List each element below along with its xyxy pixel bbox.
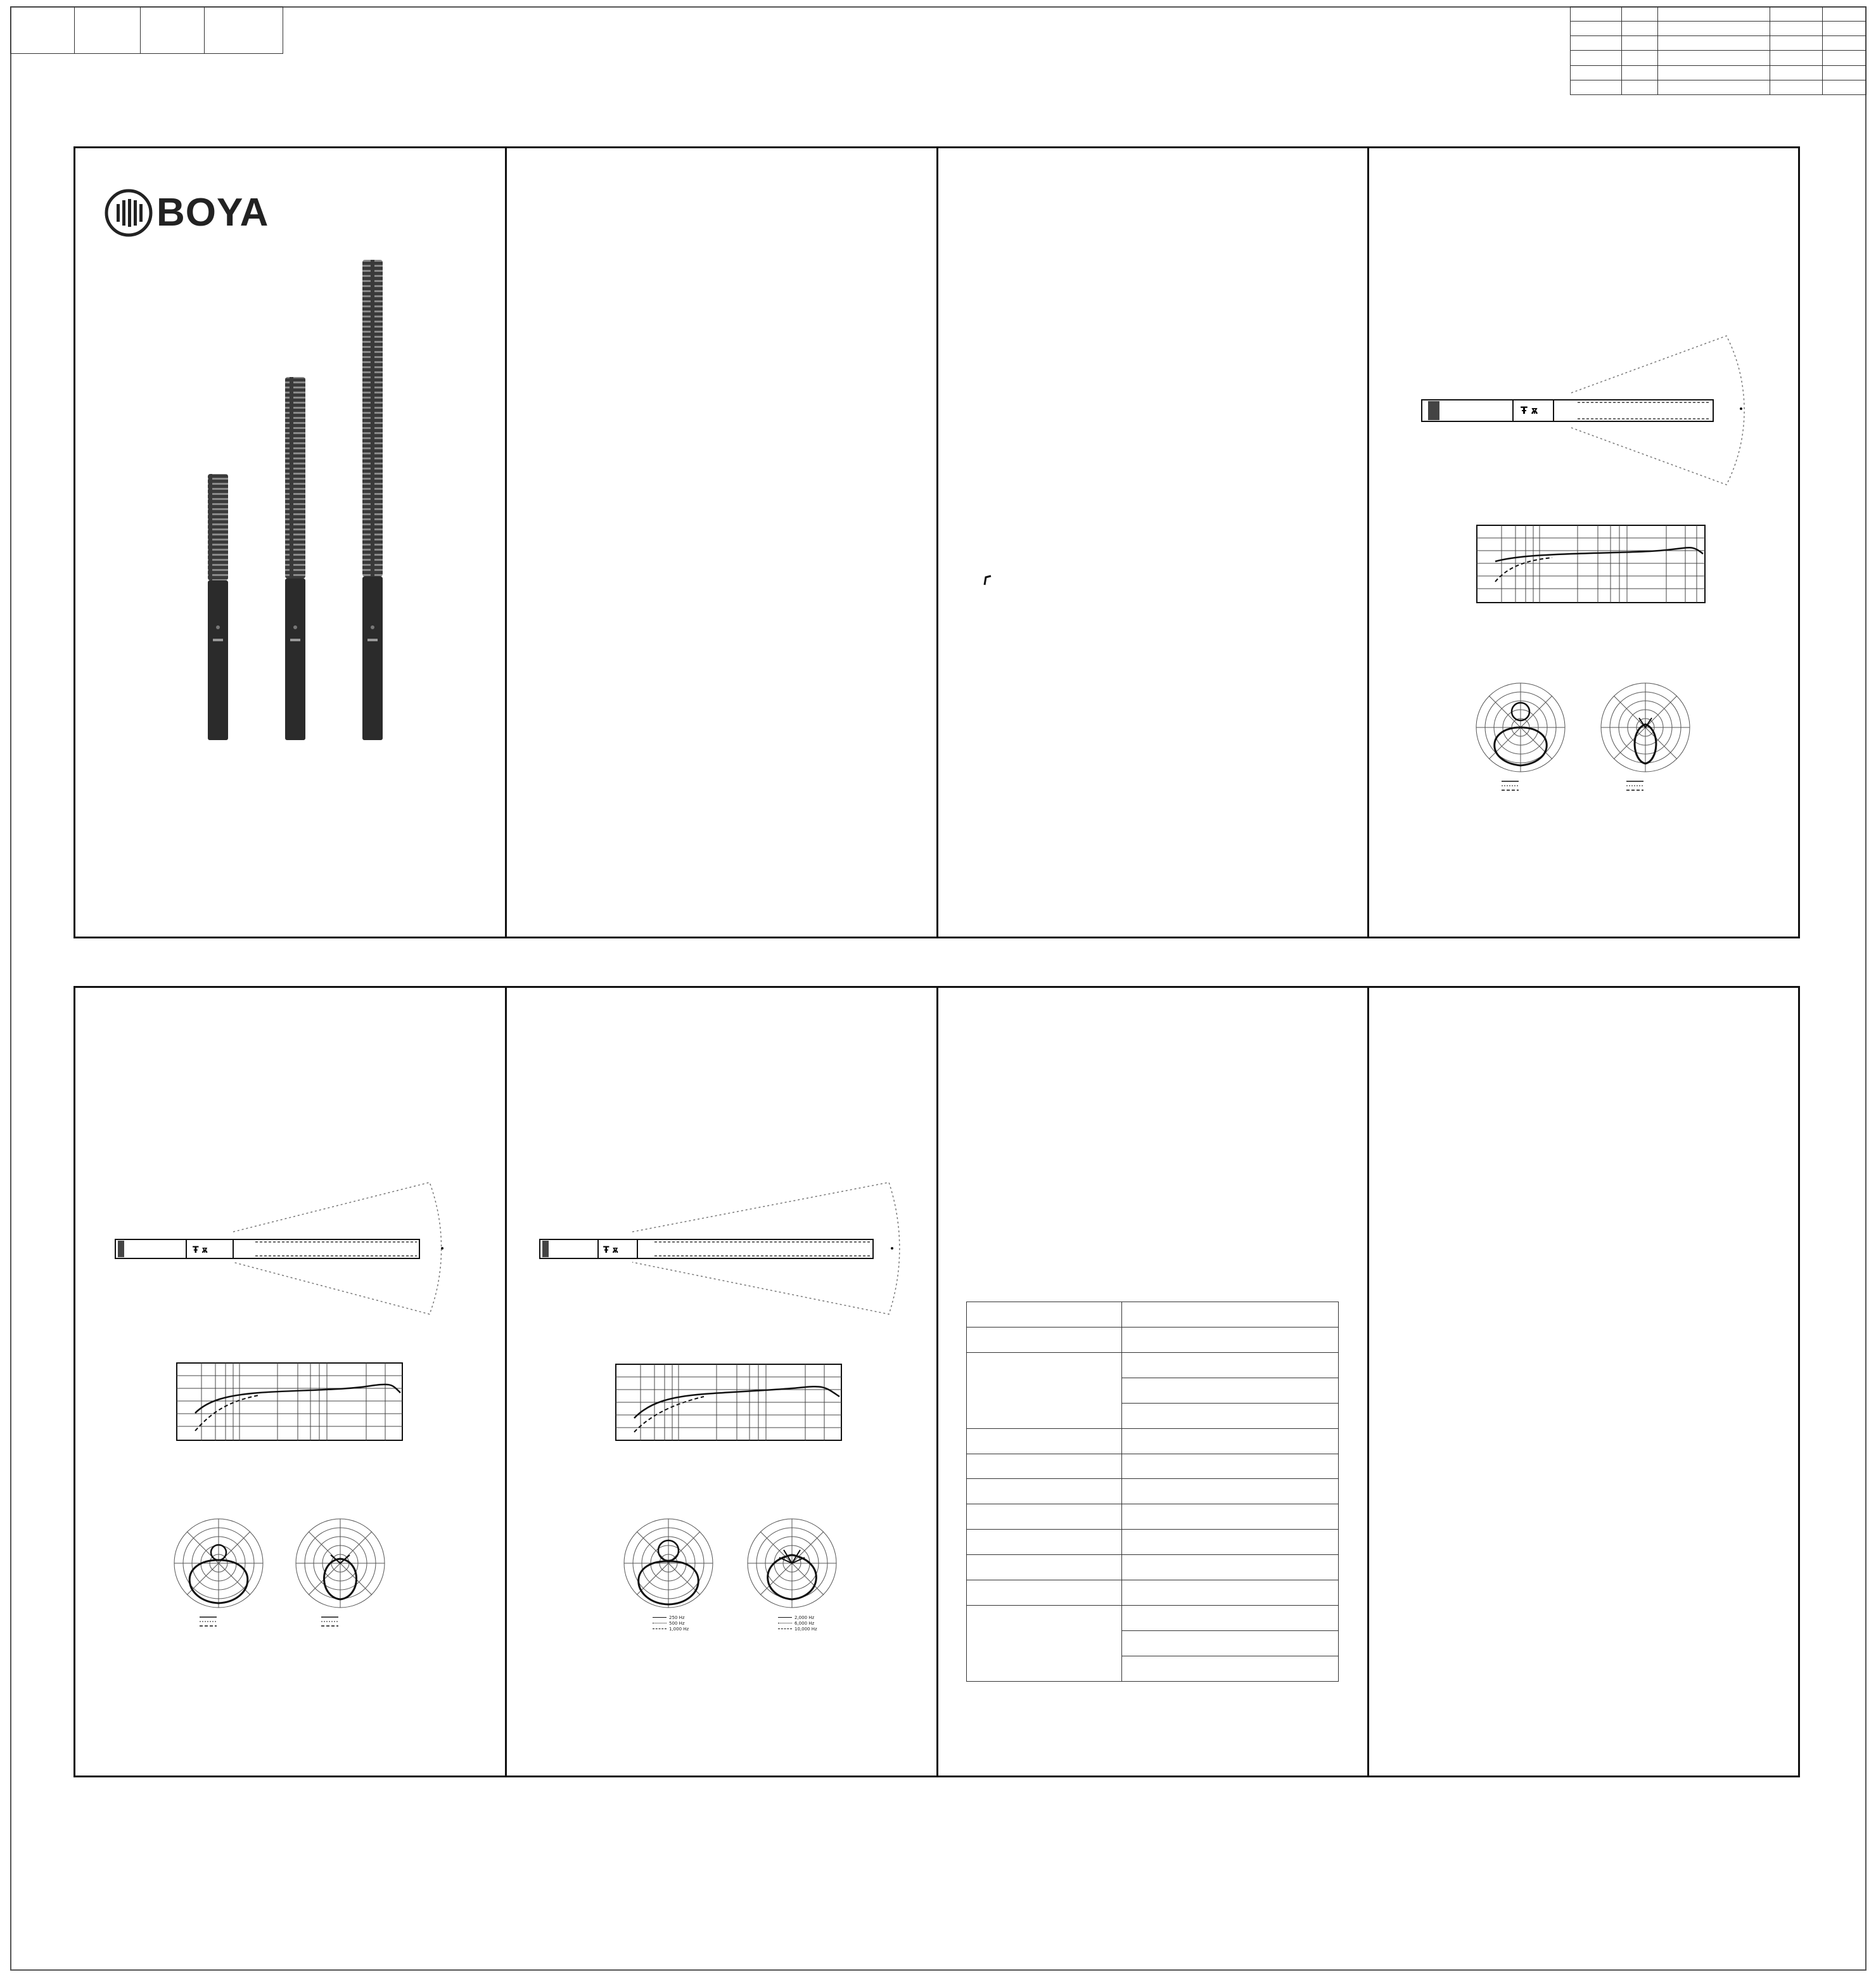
- mic-long: [362, 260, 383, 740]
- logo-text: BOYA: [156, 191, 269, 234]
- svg-text:Ŧ ѫ: Ŧ ѫ: [603, 1245, 619, 1255]
- panel-3: [936, 146, 1369, 938]
- microphones-illustration: [190, 253, 405, 748]
- svg-text:Ŧ ѫ: Ŧ ѫ: [1521, 404, 1538, 416]
- brand-logo: [105, 189, 276, 237]
- pickup-pattern-diagram-1: [1419, 333, 1761, 488]
- pickup-pattern-diagram-3: [537, 1179, 905, 1318]
- mark-glyph: [982, 573, 995, 586]
- panel-8: [1367, 986, 1800, 1777]
- pickup-pattern-diagram-2: [113, 1179, 455, 1318]
- frequency-response-chart-1: [1476, 525, 1706, 605]
- polar-pattern-1a: [1473, 680, 1568, 797]
- legend-item-250hz: 250 Hz: [669, 1615, 685, 1620]
- title-block-left: [10, 6, 283, 54]
- polar-pattern-3b: [744, 1516, 839, 1611]
- svg-text:Ŧ ѫ: Ŧ ѫ: [193, 1245, 208, 1255]
- mic-medium: [285, 377, 305, 740]
- legend-item-2000hz: 2,000 Hz: [794, 1615, 815, 1620]
- polar-pattern-2b: [293, 1516, 388, 1633]
- polar-pattern-1b: [1598, 680, 1693, 797]
- frequency-response-chart-2: [176, 1362, 403, 1442]
- mic-short: [208, 474, 228, 740]
- frequency-response-chart-3: [615, 1364, 842, 1442]
- panel-2: [505, 146, 938, 938]
- revision-block: [1570, 6, 1866, 95]
- logo-grille-icon: [105, 189, 153, 237]
- legend-item-1000hz: 1,000 Hz: [669, 1626, 689, 1632]
- polar-pattern-2a: [171, 1516, 266, 1633]
- legend-item-6000hz: 6,000 Hz: [794, 1620, 815, 1626]
- legend-item-500hz: 500 Hz: [669, 1620, 685, 1626]
- polar-legend-left: [653, 1615, 729, 1632]
- specifications-table: [966, 1302, 1339, 1682]
- polar-pattern-3a: [621, 1516, 716, 1611]
- polar-legend-right: [778, 1615, 854, 1632]
- legend-item-10000hz: 10,000 Hz: [794, 1626, 817, 1632]
